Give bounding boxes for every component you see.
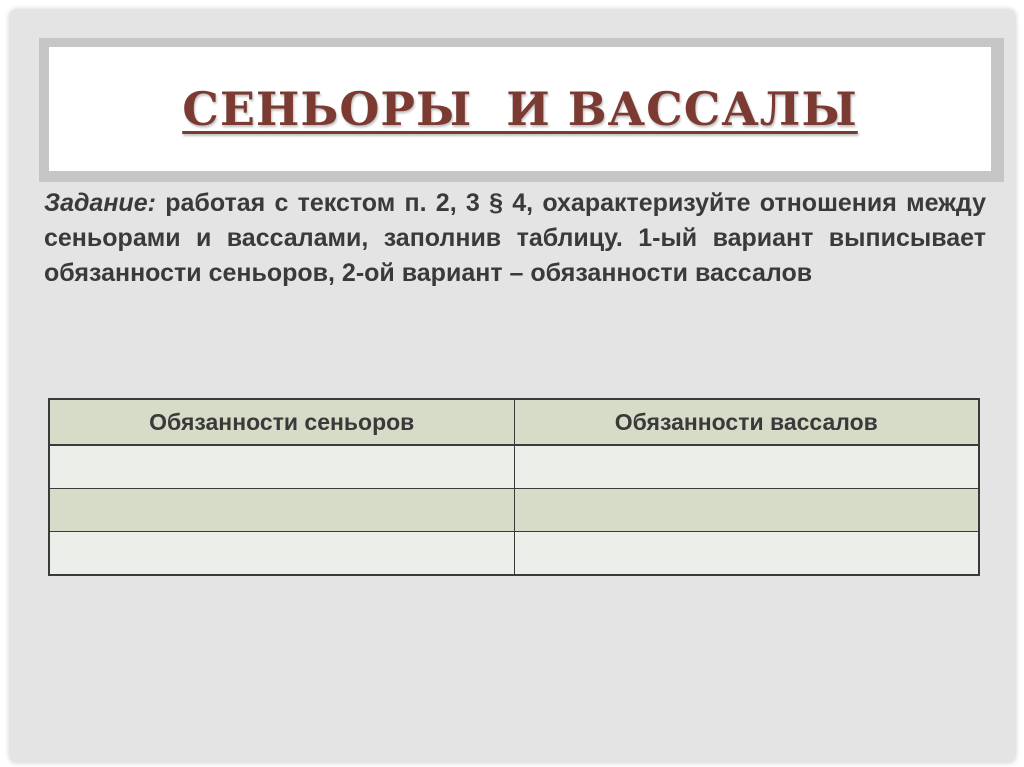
table-cell[interactable] xyxy=(514,532,979,576)
duties-table xyxy=(48,398,980,576)
table-row xyxy=(49,445,979,489)
task-paragraph xyxy=(44,186,986,291)
table-cell[interactable] xyxy=(514,489,979,532)
task-label: Задание: xyxy=(44,189,156,217)
slide xyxy=(10,10,1015,762)
table-cell[interactable] xyxy=(49,532,514,576)
table-cell[interactable] xyxy=(49,489,514,532)
table-header-row xyxy=(49,399,979,445)
header-seniors-duties: Обязанности сеньоров xyxy=(49,399,514,445)
slide-title: СЕНЬОРЫ И ВАССАЛЫ xyxy=(182,82,858,136)
title-frame xyxy=(39,38,1004,182)
table-cell[interactable] xyxy=(514,445,979,489)
title-panel xyxy=(49,47,991,171)
task-text: работая с текстом п. 2, 3 § 4, охарактеризуйте отношения между сеньорами и вассалами, заполнив таблицу. 1-ый вариант выписывает обязанности сеньоров, 2-ой вариант – обязанности вассалов xyxy=(44,189,986,287)
table-row xyxy=(49,489,979,532)
header-vassals-duties: Обязанности вассалов xyxy=(514,399,979,445)
table-row xyxy=(49,532,979,576)
table-cell[interactable] xyxy=(49,445,514,489)
